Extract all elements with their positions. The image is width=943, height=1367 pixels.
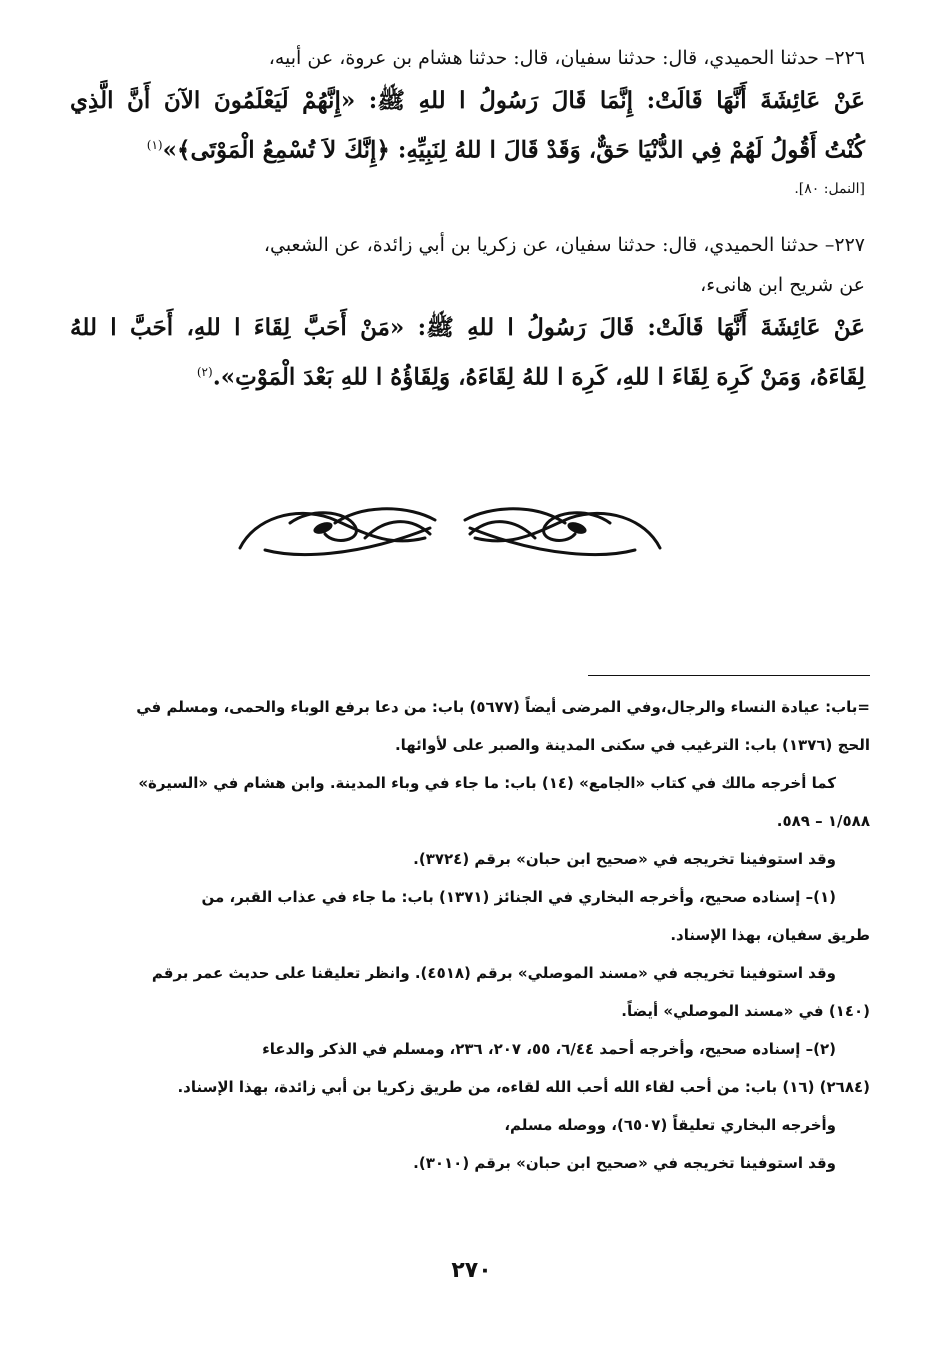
footnote-separator [588, 675, 870, 676]
footnote-2-line-2: (٢٦٨٤) (١٦) باب: من أحب لقاء الله أحب الله لقاءه، من طريق زكريا بن أبي زائدة، بهذا الإسناد. [177, 1078, 870, 1096]
hadith-226-matn-line-1: عَنْ عَائِشَةَ أَنَّهَا قَالَتْ: إِنَّمَا قَالَ رَسُولُ ا للهِ ﷺ: «إِنَّهُمْ لَيَعْلَمُونَ الآنَ أَنَّ الَّذِي [70, 87, 865, 114]
hadith-227-matn-line-1: عَنْ عَائِشَةَ أَنَّهَا قَالَتْ: قَالَ رَسُولُ ا للهِ ﷺ: «مَنْ أَحَبَّ لِقَاءَ ا للهِ، أَحَبَّ ا للهُ [70, 313, 865, 341]
footnote-continuation-line-5: وقد استوفينا تخريجه في «صحيح ابن حبان» برقم (٣٧٢٤). [413, 850, 836, 868]
footnote-1-line-4: (١٤٠) في «مسند الموصلي» أيضاً. [621, 1002, 870, 1020]
hadith-227-matn-text: لِقَاءَهُ، وَمَنْ كَرِهَ لِقَاءَ ا للهِ، كَرِهَ ا للهُ لِقَاءَهُ، وَلِقَاؤُهُ ا للهِ بَعْدَ الْمَوْتِ». [212, 363, 865, 391]
main-text [70, 38, 865, 399]
footnote-1-line-3: وقد استوفينا تخريجه في «مسند الموصلي» برقم (٤٥١٨). وانظر تعليقنا على حديث عمر برقم [151, 964, 836, 982]
footnote-ref-2: (٢) [196, 364, 213, 379]
footnote-2-line-4: وقد استوفينا تخريجه في «صحيح ابن حبان» برقم (٣٠١٠). [413, 1154, 836, 1172]
hadith-227-matn-line-2 [70, 350, 865, 400]
footnote-continuation-line-2: الحج (١٣٧٦) باب: الترغيب في سكنى المدينة والصبر على لأوائها. [394, 736, 870, 754]
footnote-2-line-3: وأخرجه البخاري تعليقاً (٦٥٠٧)، ووصله مسلم، [504, 1116, 836, 1134]
quran-reference: [النمل: ٨٠]. [794, 180, 865, 197]
footnote-2-line-1: (٢)– إسناده صحيح، وأخرجه أحمد ٦/٤٤، ٥٥، ٢٠٧، ٢٣٦، ومسلم في الذكر والدعاء [262, 1040, 836, 1058]
hadith-227-isnad-line-1: ٢٢٧– حدثنا الحميدي، قال: حدثنا سفيان، عن زكريا بن أبي زائدة، عن الشعبي، [263, 233, 865, 256]
hadith-226-isnad: ٢٢٦– حدثنا الحميدي، قال: حدثنا سفيان، قال: حدثنا هشام بن عروة، عن أبيه، [268, 47, 865, 69]
floral-divider-icon [235, 498, 665, 568]
hadith-226-matn-line-2 [70, 123, 865, 173]
footnote-1-line-2: طريق سفيان، بهذا الإسناد. [670, 926, 870, 944]
footnote-continuation-line-4: ١/٥٨٨ – ٥٨٩. [776, 812, 870, 830]
footnote-continuation-line-3: كما أخرجه مالك في كتاب «الجامع» (١٤) باب: ما جاء في وباء المدينة. وابن هشام في «السيرة» [138, 774, 836, 792]
footnote-ref-1: (١) [146, 138, 163, 152]
hadith-227-isnad-line-2: عن شريح ابن هانىء، [700, 273, 865, 296]
footnotes [70, 688, 870, 1182]
page-number: ٢٧٠ [451, 1258, 492, 1283]
footnote-continuation-line-1: =باب: عيادة النساء والرجال،وفي المرضى أيضاً (٥٦٧٧) باب: من دعا برفع الوباء والحمى، ومسلم في [136, 698, 870, 716]
footnote-1-line-1: (١)– إسناده صحيح، وأخرجه البخاري في الجنائز (١٣٧١) باب: ما جاء في عذاب القبر، من [201, 888, 836, 906]
hadith-226-matn-text: كُنْتُ أَقُولُ لَهُمْ فِي الدُّنْيَا حَقٌّ، وَقَدْ قَالَ ا للهُ لِنَبِيِّهِ: ﴿إِنَّكَ لاَ تُسْمِعُ الْمَوْتَى﴾» [162, 136, 865, 164]
